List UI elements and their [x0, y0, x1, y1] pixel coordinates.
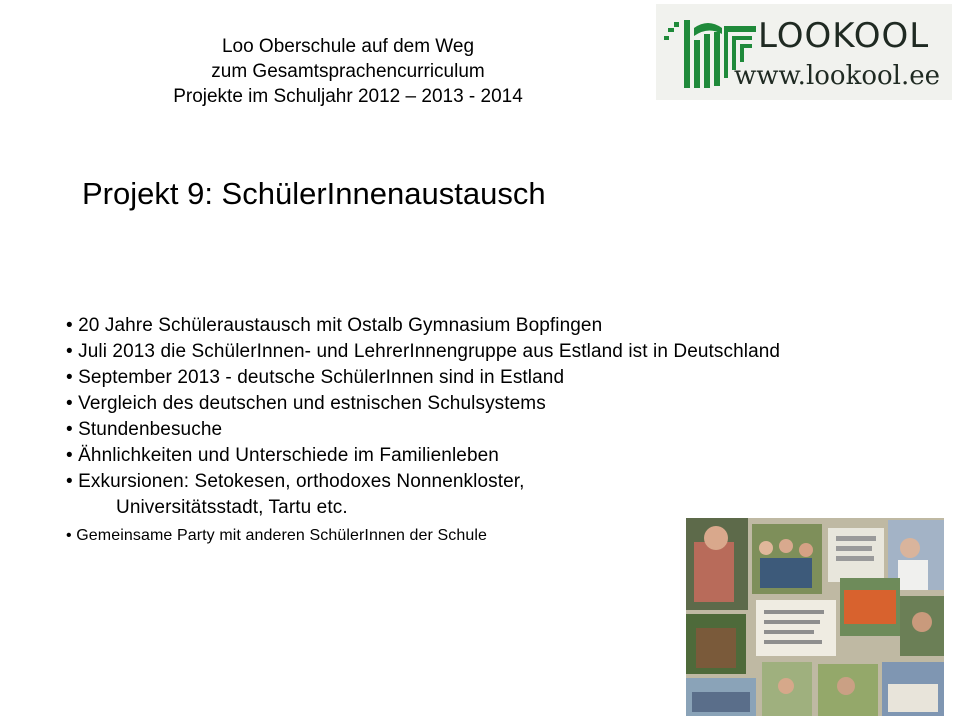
bullet-item: • Vergleich des deutschen und estnischen Schulsystems [66, 393, 546, 414]
bullet-continuation: Universitätsstadt, Tartu etc. [116, 497, 348, 518]
school-header [118, 34, 578, 109]
photo-collage-image [686, 518, 944, 716]
photo-collage-icon [686, 518, 944, 716]
bullet-item: • Exkursionen: Setokesen, orthodoxes Nonnenkloster, [66, 471, 525, 492]
header-line-1: Loo Oberschule auf dem Weg [221, 36, 475, 57]
lookool-logo [656, 4, 952, 100]
bullet-item: • Stundenbesuche [66, 419, 223, 440]
logo-url-text: www.lookool.ee [734, 61, 940, 91]
bullet-item: • Juli 2013 die SchülerInnen- und LehrerInnengruppe aus Estland ist in Deutschland [66, 341, 781, 362]
bullet-item-last: • Gemeinsame Party mit anderen SchülerInnen der Schule [66, 527, 487, 544]
slide-title: Projekt 9: SchülerInnenaustausch [82, 176, 546, 211]
header-line-3: Projekte im Schuljahr 2012 – 2013 - 2014 [173, 86, 523, 107]
bullet-list [66, 313, 846, 551]
bullet-item: • September 2013 - deutsche SchülerInnen sind in Estland [66, 367, 565, 388]
bullet-item: • Ähnlichkeiten und Unterschiede im Familienleben [66, 445, 499, 466]
bullet-item: • 20 Jahre Schüleraustausch mit Ostalb Gymnasium Bopfingen [66, 315, 603, 336]
header-line-2: zum Gesamtsprachencurriculum [211, 61, 485, 82]
logo-brand-text: LOOKOOL [758, 16, 930, 56]
